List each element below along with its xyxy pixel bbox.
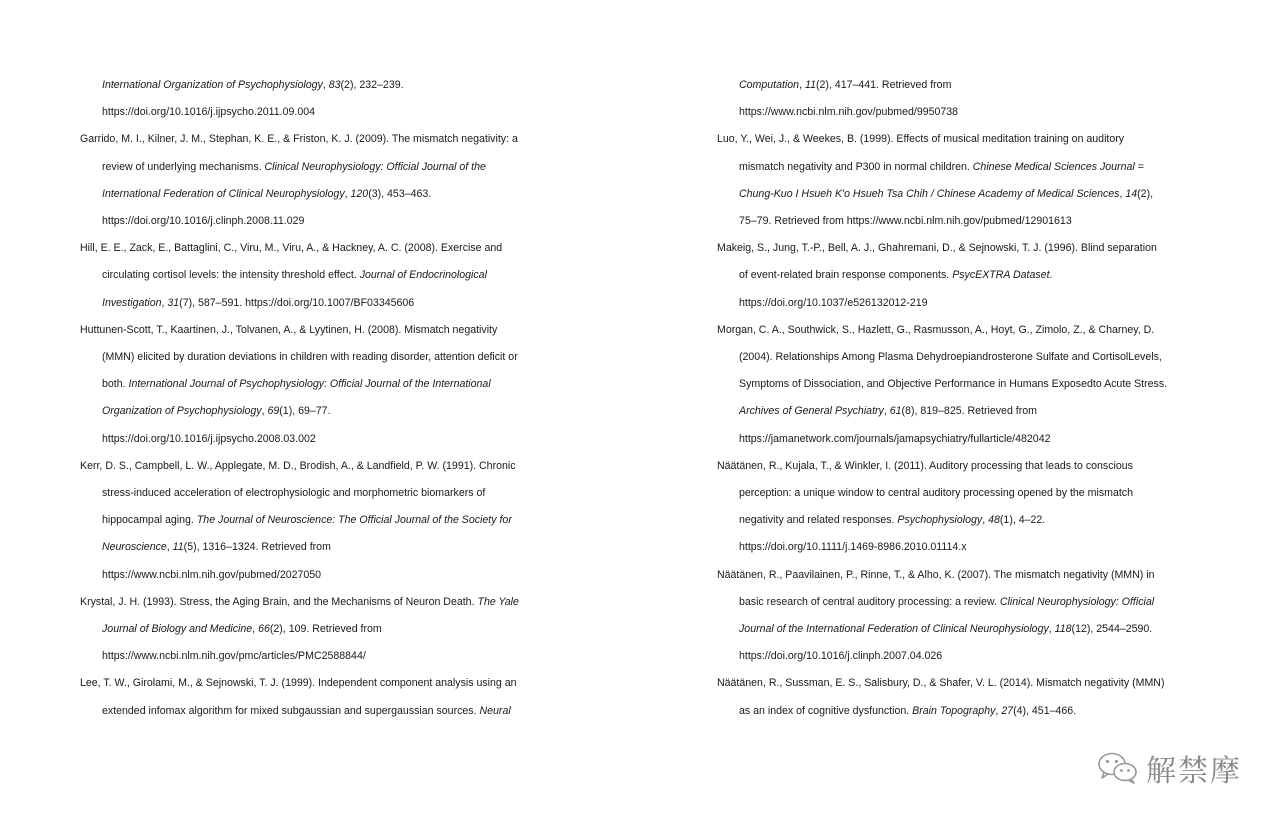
reference-line-continuation [717, 589, 1207, 616]
reference-line-continuation [717, 643, 1207, 670]
watermark-text: 解禁摩 [1146, 754, 1242, 789]
text-run: (12), 2544–2590. [1071, 623, 1153, 636]
reference-line-continuation [717, 290, 1207, 317]
text-run: , [161, 296, 168, 309]
italic-text: 83 [328, 79, 341, 91]
reference-line-continuation [717, 398, 1207, 425]
text-run: Morgan, C. A., Southwick, S., Hazlett, G., Rasmusson, A., Hoyt, G., Zimolo, Z., & Charney, D. [717, 323, 1155, 336]
reference-line-continuation [80, 426, 560, 453]
reference-line-continuation [80, 371, 560, 398]
reference-line-continuation [80, 154, 560, 181]
italic-text: 11 [804, 79, 816, 91]
italic-text: 48 [988, 514, 1000, 527]
italic-text: 66 [258, 623, 270, 636]
text-run: Symptoms of Dissociation, and Objective Performance in Humans Exposedto Acute Stress. [739, 378, 1168, 391]
italic-text: 11 [172, 541, 184, 554]
reference-line-continuation [717, 480, 1207, 507]
italic-text: International Federation of Clinical Neurophysiology [102, 187, 345, 200]
text-run: https://doi.org/10.1016/j.clinph.2008.11.029 [102, 215, 305, 228]
reference-line-continuation [717, 154, 1207, 181]
text-run: Makeig, S., Jung, T.-P., Bell, A. J., Ghahremani, D., & Sejnowski, T. J. (1996). Blind separation [717, 242, 1157, 255]
wechat-icon [1096, 750, 1140, 786]
text-run: (2), 232–239. [340, 79, 404, 91]
right-reference-column [717, 72, 1207, 725]
italic-text: 61 [889, 405, 902, 418]
reference-line-start [717, 670, 1207, 697]
text-run: Huttunen-Scott, T., Kaartinen, J., Tolvanen, A., & Lyytinen, H. (2008). Mismatch negativity [80, 323, 498, 336]
italic-text: Neuroscience [102, 541, 167, 554]
text-run: , [883, 405, 890, 418]
reference-line-continuation [717, 208, 1207, 235]
italic-text: Organization of Psychophysiology [102, 405, 262, 418]
italic-text: Archives of General Psychiatry [739, 405, 884, 418]
text-run: (4), 451–466. [1013, 704, 1077, 717]
text-run: Krystal, J. H. (1993). Stress, the Aging Brain, and the Mechanisms of Neuron Death. [80, 595, 478, 608]
text-run: Näätänen, R., Kujala, T., & Winkler, I. (2011). Auditory processing that leads to conscious [717, 459, 1133, 472]
text-run: circulating cortisol levels: the intensity threshold effect. [102, 269, 360, 282]
text-run: https://www.ncbi.nlm.nih.gov/pubmed/9950738 [739, 106, 959, 119]
reference-line-continuation [717, 616, 1207, 643]
italic-text: Journal of Biology and Medicine [102, 623, 253, 636]
text-run: (8), 819–825. Retrieved from [901, 405, 1037, 418]
text-run: (3), 453–463. [368, 187, 432, 200]
italic-text: The Yale [477, 595, 519, 608]
text-run: both. [102, 378, 129, 391]
reference-line-start [80, 670, 560, 697]
reference-line-continuation [80, 344, 560, 371]
text-run: Garrido, M. I., Kilner, J. M., Stephan, K. E., & Friston, K. J. (2009). The mismatch negativity: a [80, 133, 518, 146]
reference-line-start [80, 453, 560, 480]
italic-text: International Organization of Psychophysiology [102, 79, 323, 91]
text-run: , [1048, 623, 1055, 636]
reference-line-continuation [717, 371, 1207, 398]
reference-line-continuation [80, 643, 560, 670]
reference-line-start [717, 235, 1207, 262]
text-run: https://doi.org/10.1111/j.1469-8986.2010.01114.x [739, 541, 967, 554]
text-run: Kerr, D. S., Campbell, L. W., Applegate, M. D., Brodish, A., & Landfield, P. W. (1991). Chronic [80, 459, 516, 472]
reference-line-start [717, 317, 1207, 344]
reference-line-continuation [80, 534, 560, 561]
text-run: extended infomax algorithm for mixed subgaussian and supergaussian sources. [102, 704, 480, 717]
text-run: Näätänen, R., Paavilainen, P., Rinne, T., & Alho, K. (2007). The mismatch negativity (MMN) in [717, 568, 1155, 581]
reference-line-continuation [80, 262, 560, 289]
text-run: , [252, 623, 259, 636]
text-run: (7), 587–591. https://doi.org/10.1007/BF03345606 [179, 296, 415, 309]
left-reference-column [80, 72, 560, 725]
text-run: basic research of central auditory processing: a review. [739, 595, 1000, 608]
reference-line-continuation [80, 398, 560, 425]
italic-text: 14 [1125, 187, 1138, 200]
reference-line-start [717, 126, 1207, 153]
italic-text: 27 [1001, 704, 1014, 717]
reference-line-start [80, 126, 560, 153]
reference-line-continuation [717, 99, 1207, 126]
text-run: (2), [1137, 187, 1154, 200]
text-run: (2), 417–441. Retrieved from [815, 79, 952, 91]
text-run: (2004). Relationships Among Plasma Dehydroepiandrosterone Sulfate and CortisolLevels, [739, 351, 1162, 364]
text-run: perception: a unique window to central auditory processing opened by the mismatch [739, 487, 1133, 500]
reference-line-continuation [717, 426, 1207, 453]
italic-text: 31 [167, 296, 180, 309]
reference-line-continuation [717, 534, 1207, 561]
reference-line-continuation [717, 344, 1207, 371]
text-run: , [1119, 187, 1126, 200]
text-run: (MMN) elicited by duration deviations in children with reading disorder, attention deficit or [102, 351, 518, 364]
text-run: Näätänen, R., Sussman, E. S., Salisbury, D., & Shafer, V. L. (2014). Mismatch negativity (MMN) [717, 677, 1165, 690]
italic-text: 69 [267, 405, 280, 418]
text-run: as an index of cognitive dysfunction. [739, 704, 913, 717]
text-run: (1), 4–22. [999, 514, 1046, 527]
text-run: , [799, 79, 805, 91]
text-run: , [261, 405, 268, 418]
italic-text: The Journal of Neuroscience: The Official Journal of the Society for [196, 514, 512, 527]
reference-line-start [717, 453, 1207, 480]
italic-text: International Journal of Psychophysiology: Official Journal of the International [128, 378, 491, 391]
text-run: , [982, 514, 989, 527]
text-run: https://www.ncbi.nlm.nih.gov/pmc/articles/PMC2588844/ [102, 650, 366, 663]
reference-line-continuation [80, 208, 560, 235]
reference-line-continuation [80, 562, 560, 589]
text-run: review of underlying mechanisms. [102, 160, 265, 173]
italic-text: Investigation [102, 296, 162, 309]
reference-line-start [717, 562, 1207, 589]
reference-line-continuation [80, 72, 560, 99]
italic-text: 118 [1054, 623, 1072, 636]
italic-text: Chinese Medical Sciences Journal = [972, 160, 1144, 173]
text-run: (5), 1316–1324. Retrieved from [183, 541, 331, 554]
text-run: mismatch negativity and P300 in normal children. [739, 160, 973, 173]
reference-line-start [80, 589, 560, 616]
text-run: https://doi.org/10.1037/e526132012-219 [739, 296, 928, 309]
reference-line-continuation [717, 507, 1207, 534]
text-run: . [1049, 269, 1053, 282]
reference-line-start [80, 235, 560, 262]
text-run: , [995, 704, 1002, 717]
reference-line-continuation [80, 99, 560, 126]
reference-line-continuation [80, 181, 560, 208]
right-page [640, 0, 1280, 828]
italic-text: Clinical Neurophysiology: Official [999, 595, 1155, 608]
italic-text: 120 [350, 187, 369, 200]
text-run: negativity and related responses. [739, 514, 898, 527]
text-run: Lee, T. W., Girolami, M., & Sejnowski, T. J. (1999). Independent component analysis using an [80, 677, 517, 690]
text-run: https://doi.org/10.1016/j.ijpsycho.2008.03.002 [102, 432, 316, 445]
italic-text: Neural [479, 704, 511, 717]
reference-line-continuation [717, 72, 1207, 99]
text-run: (2), 109. Retrieved from [269, 623, 382, 636]
text-run: , [166, 541, 173, 554]
reference-line-continuation [80, 616, 560, 643]
text-run: https://doi.org/10.1016/j.clinph.2007.04.026 [739, 650, 943, 663]
reference-line-continuation [80, 290, 560, 317]
text-run: 75–79. Retrieved from https://www.ncbi.nlm.nih.gov/pubmed/12901613 [739, 215, 1072, 228]
italic-text: Chung-Kuo I Hsueh K'o Hsueh Tsa Chih / Chinese Academy of Medical Sciences [739, 187, 1120, 200]
text-run: , [322, 79, 329, 91]
text-run: hippocampal aging. [102, 514, 197, 527]
text-run: Hill, E. E., Zack, E., Battaglini, C., Viru, M., Viru, A., & Hackney, A. C. (2008). Exercise and [80, 242, 503, 255]
text-run: of event-related brain response components. [739, 269, 953, 282]
reference-line-continuation [80, 507, 560, 534]
text-run: , [344, 187, 351, 200]
text-run: Luo, Y., Wei, J., & Weekes, B. (1999). Effects of musical meditation training on auditory [717, 133, 1125, 146]
reference-line-continuation [717, 698, 1207, 725]
italic-text: Clinical Neurophysiology: Official Journal of the [264, 160, 486, 173]
reference-line-continuation [80, 698, 560, 725]
watermark [1096, 746, 1242, 790]
text-run: https://doi.org/10.1016/j.ijpsycho.2011.09.004 [102, 106, 316, 119]
italic-text: Brain Topography [912, 704, 996, 717]
italic-text: Computation [739, 79, 800, 91]
text-run: (1), 69–77. [279, 405, 331, 418]
italic-text: PsycEXTRA Dataset [952, 269, 1050, 282]
italic-text: Journal of the International Federation of Clinical Neurophysiology [739, 623, 1049, 636]
reference-line-continuation [717, 181, 1207, 208]
text-run: https://www.ncbi.nlm.nih.gov/pubmed/2027050 [102, 568, 322, 581]
reference-line-start [80, 317, 560, 344]
reference-line-continuation [80, 480, 560, 507]
italic-text: Journal of Endocrinological [359, 269, 487, 282]
text-run: stress-induced acceleration of electrophysiologic and morphometric biomarkers of [102, 487, 486, 500]
italic-text: Psychophysiology [897, 514, 983, 527]
reference-line-continuation [717, 262, 1207, 289]
text-run: https://jamanetwork.com/journals/jamapsychiatry/fullarticle/482042 [739, 432, 1051, 445]
